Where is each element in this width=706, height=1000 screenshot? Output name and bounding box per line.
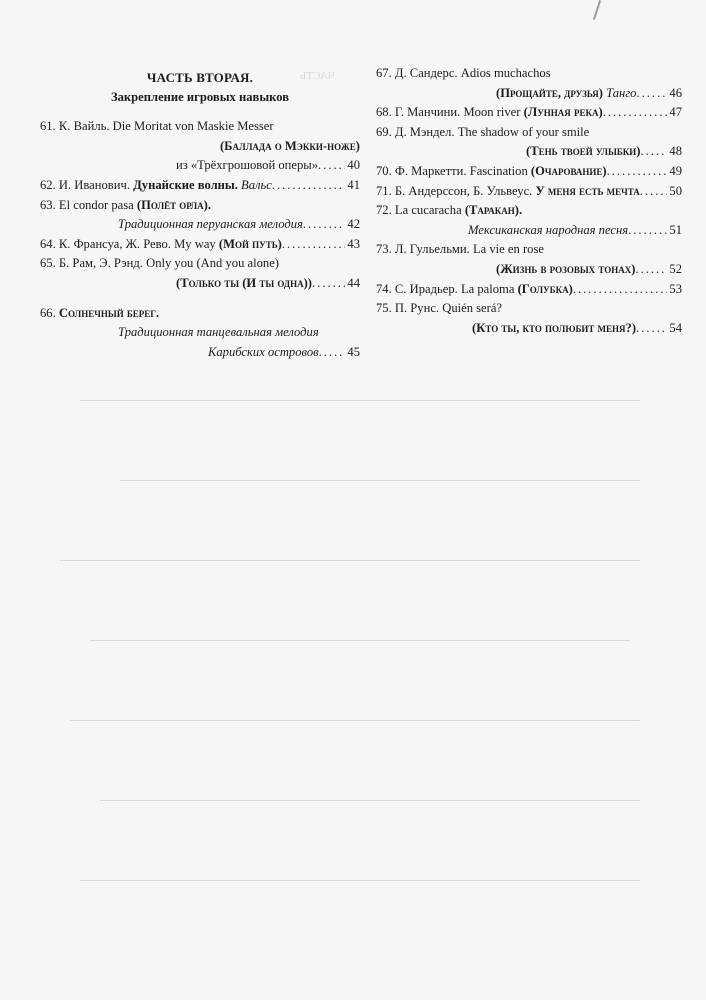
entry-number: 66. <box>40 305 56 320</box>
toc-entry-75-translation <box>376 319 682 339</box>
entry-number: 75. <box>376 301 392 316</box>
entry-number: 65. <box>40 256 56 271</box>
entry-authors: Д. Сандерс. <box>394 66 458 80</box>
entry-authors: Д. Мэндел. <box>394 124 455 139</box>
entry-page: 43 <box>347 236 360 251</box>
entry-title: Fascination <box>469 163 528 178</box>
entry-title: El condor pasa <box>58 197 134 212</box>
toc-entry-69-translation <box>376 142 682 162</box>
entry-number: 70. <box>376 163 392 178</box>
entry-number: 69. <box>376 124 392 139</box>
entry-page: 53 <box>669 281 682 296</box>
entry-translation: (Жизнь в розовых тонах) <box>496 261 636 276</box>
pencil-mark <box>593 0 601 20</box>
toc-entry-68[interactable] <box>376 103 682 123</box>
entry-authors: Б. Андерссон, Б. Ульвеус. <box>394 183 533 198</box>
toc-entry-63-desc <box>40 215 360 235</box>
entry-title: Adios muchachos <box>460 66 551 80</box>
entry-page: 49 <box>669 163 682 178</box>
entry-page: 45 <box>347 344 360 359</box>
entry-title: La vie en rose <box>472 242 544 257</box>
toc-entry-73[interactable] <box>376 240 682 260</box>
entry-authors: Б. Рам, Э. Рэнд. <box>58 256 143 271</box>
entry-title: The shadow of your smile <box>457 124 590 139</box>
entry-number: 63. <box>40 197 56 212</box>
toc-entry-66-desc1 <box>40 323 360 343</box>
toc-entry-72-desc <box>376 221 682 241</box>
entry-number: 68. <box>376 105 392 120</box>
toc-entry-74[interactable] <box>376 280 682 300</box>
entry-translation: (Только ты (И ты одна)) <box>176 275 313 290</box>
entry-description: Традиционная перуанская мелодия <box>118 217 303 232</box>
entry-number: 64. <box>40 236 56 251</box>
entry-page: 42 <box>347 217 360 232</box>
entry-title: Only you (And you alone) <box>146 256 280 271</box>
entry-translation: (Кто ты, кто полюбит меня?) <box>472 320 637 335</box>
entry-authors: К. Франсуа, Ж. Рево. <box>58 236 171 251</box>
entry-translation: (Баллада о Мэкки-ноже) <box>219 138 360 153</box>
entry-genre: Вальс <box>241 177 272 192</box>
entry-source: из «Трёхгрошовой оперы» <box>176 158 319 173</box>
entry-title: La cucaracha <box>394 203 462 218</box>
entry-translation: (Лунная река) <box>523 105 603 120</box>
entry-page: 51 <box>669 222 682 237</box>
entry-page: 41 <box>347 177 360 192</box>
entry-title: Солнечный берег. <box>58 305 160 320</box>
entry-number: 73. <box>376 242 392 257</box>
entry-number: 61. <box>40 119 56 134</box>
toc-entry-65-translation <box>40 274 360 294</box>
toc-entry-65[interactable] <box>40 254 360 274</box>
part-title: ЧАСТЬ ВТОРАЯ. <box>146 70 254 85</box>
entry-number: 71. <box>376 183 392 198</box>
toc-entry-71[interactable] <box>376 182 682 202</box>
entry-page: 47 <box>669 105 682 120</box>
entry-description: Традиционная танцевальная мелодия <box>118 325 319 340</box>
toc-entry-66-desc2 <box>40 343 360 363</box>
entry-genre: Танго <box>606 85 637 100</box>
entry-description: Карибских островов <box>208 344 319 359</box>
toc-entry-64[interactable] <box>40 235 360 255</box>
toc-entry-61-from <box>40 156 360 176</box>
toc-entry-61-translation <box>40 137 360 157</box>
right-column <box>376 64 682 338</box>
entry-title: Дунайские волны. <box>133 177 238 192</box>
entry-translation: (Мой путь) <box>218 236 282 251</box>
entry-translation: (Очарование) <box>530 163 607 178</box>
entry-authors: К. Вайль. <box>58 119 110 134</box>
part-subtitle: Закрепление игровых навыков <box>110 89 290 104</box>
toc-entry-61[interactable] <box>40 117 360 137</box>
toc-entry-63[interactable] <box>40 196 360 216</box>
entry-page: 44 <box>347 275 360 290</box>
toc-entry-69[interactable] <box>376 123 682 143</box>
entry-number: 74. <box>376 281 392 296</box>
entry-title: У меня есть мечта <box>535 183 640 198</box>
entry-title: Die Moritat von Maskie Messer <box>112 119 274 134</box>
entry-authors: С. Ирадьер. <box>394 281 458 296</box>
entry-number: 62. <box>40 177 56 192</box>
entry-authors: П. Рунс. <box>394 301 440 316</box>
entry-translation: (Голубка) <box>517 281 573 296</box>
entry-title: La paloma <box>460 281 515 296</box>
left-column <box>40 64 360 362</box>
entry-page: 52 <box>669 261 682 276</box>
entry-title: Quién será? <box>442 301 503 316</box>
show-through-background: ЧАСТЬ <box>0 0 706 1000</box>
toc-entry-75[interactable] <box>376 299 682 319</box>
entry-authors: Ф. Маркетти. <box>394 163 467 178</box>
entry-page: 54 <box>669 320 682 335</box>
toc-entry-70[interactable] <box>376 162 682 182</box>
entry-title: My way <box>174 236 216 251</box>
entry-page: 40 <box>347 158 360 173</box>
entry-title: Moon river <box>463 105 521 120</box>
entry-translation: (Таракан). <box>464 203 523 218</box>
entry-authors: Г. Манчини. <box>394 105 461 120</box>
toc-entry-62[interactable] <box>40 176 360 196</box>
entry-translation: (Тень твоей улыбки) <box>526 144 641 159</box>
toc-entry-67[interactable] <box>376 64 682 84</box>
toc-entry-72[interactable] <box>376 201 682 221</box>
entry-translation: (Прощайте, друзья) <box>496 85 603 100</box>
toc-entry-73-translation <box>376 260 682 280</box>
entry-number: 67. <box>376 66 392 80</box>
toc-entry-66[interactable] <box>40 304 360 324</box>
entry-number: 72. <box>376 203 392 218</box>
entry-authors: Л. Гульельми. <box>394 242 470 257</box>
entry-page: 48 <box>669 144 682 159</box>
entry-description: Мексиканская народная песня <box>468 222 629 237</box>
entry-page: 46 <box>669 85 682 100</box>
entry-page: 50 <box>669 183 682 198</box>
entry-translation: (Полёт орла). <box>136 197 212 212</box>
toc-entry-67-translation <box>376 84 682 104</box>
entry-authors: И. Иванович. <box>58 177 130 192</box>
